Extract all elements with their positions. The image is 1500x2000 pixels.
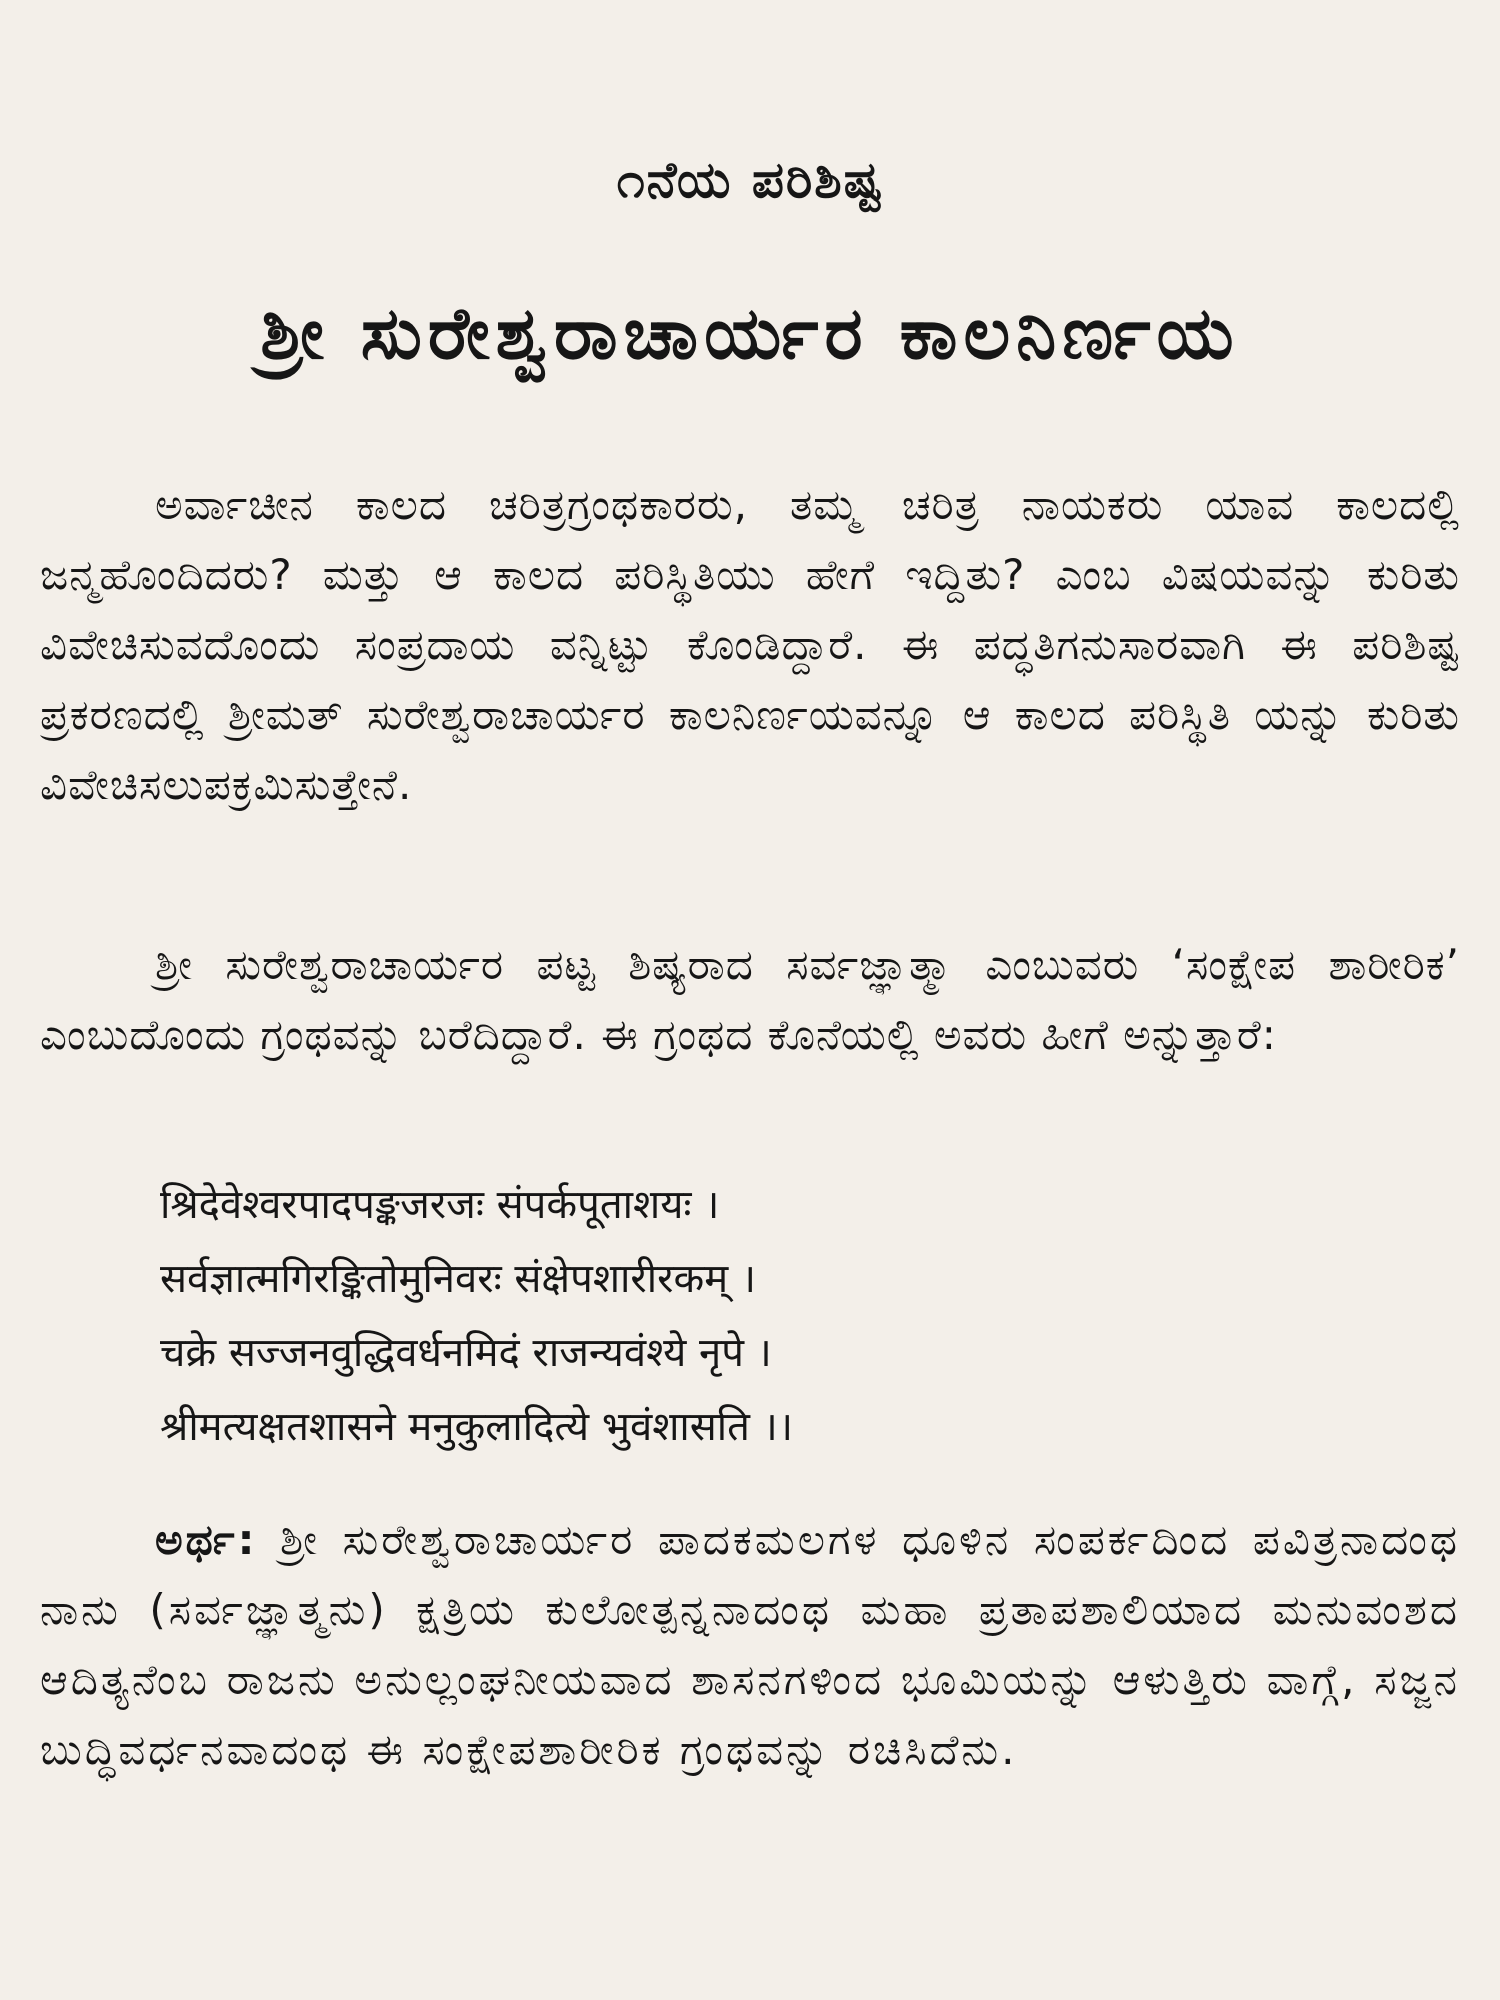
- sanskrit-verse: [160, 1168, 1360, 1464]
- paragraph-intro-text: ಅರ್ವಾಚೀನ ಕಾಲದ ಚರಿತ್ರಗ್ರಂಥಕಾರರು, ತಮ್ಮ ಚರಿತ್ರ ನಾಯಕರು ಯಾವ ಕಾಲದಲ್ಲಿ ಜನ್ಮಹೊಂದಿದರು? ಮತ್ತು ಆ ಕಾಲದ ಪರಿಸ್ಥಿತಿಯು ಹೇಗೆ ಇದ್ದಿತು? ಎಂಬ ವಿಷಯವನ್ನು ಕುರಿತು ವಿವೇಚಿಸುವದೊಂದು ಸಂಪ್ರದಾಯ ವನ್ನಿಟ್ಟು ಕೊಂಡಿದ್ದಾರೆ. ಈ ಪದ್ಧತಿಗನುಸಾರವಾಗಿ ಈ ಪರಿಶಿಷ್ಟ ಪ್ರಕರಣದಲ್ಲಿ ಶ್ರೀಮತ್ ಸುರೇಶ್ವರಾಚಾರ್ಯರ ಕಾಲನಿರ್ಣಯವನ್ನೂ ಆ ಕಾಲದ ಪರಿಸ್ಥಿತಿ ಯನ್ನು ಕುರಿತು ವಿವೇಚಿಸಲುಪಕ್ರಮಿಸುತ್ತೇನೆ.: [40, 480, 1460, 809]
- appendix-heading: ೧ನೆಯ ಪರಿಶಿಷ್ಟ: [616, 151, 884, 209]
- verse-line-4: श्रीमत्यक्षतशासने मनुकुलादित्ये भुवंशासति ।।: [160, 1404, 793, 1450]
- verse-line-2: सर्वज्ञात्मगिरङ्कितोमुनिवरः संक्षेपशारीरकम् ।: [160, 1256, 756, 1302]
- verse-line-1: श्रिदेवेश्वरपादपङ्कजरजः संपर्कपूताशयः ।: [160, 1182, 720, 1228]
- paragraph-quote-intro: [40, 930, 1460, 1070]
- chapter-title: ಶ್ರೀ ಸುರೇಶ್ವರಾಚಾರ್ಯರ ಕಾಲನಿರ್ಣಯ: [260, 291, 1240, 375]
- verse-line-3: चक्रे सज्जनवुद्धिवर्धनमिदं राजन्यवंश्ये नृपे ।: [160, 1330, 772, 1376]
- paragraph-intro: [40, 470, 1460, 820]
- paragraph-meaning-text: ಶ್ರೀ ಸುರೇಶ್ವರಾಚಾರ್ಯರ ಪಾದಕಮಲಗಳ ಧೂಳಿನ ಸಂಪರ್ಕದಿಂದ ಪವಿತ್ರನಾದಂಥ ನಾನು (ಸರ್ವಜ್ಞಾತ್ಮನು) ಕ್ಷತ್ರಿಯ ಕುಲೋತ್ಪನ್ನನಾದಂಥ ಮಹಾ ಪ್ರತಾಪಶಾಲಿಯಾದ ಮನುವಂಶದ ಆದಿತ್ಯನೆಂಬ ರಾಜನು ಅನುಲ್ಲಂಘನೀಯವಾದ ಶಾಸನಗಳಿಂದ ಭೂಮಿಯನ್ನು ಆಳುತ್ತಿರು ವಾಗ್ಗೆ, ಸಜ್ಜನ ಬುದ್ಧಿವರ್ಧನವಾದಂಥ ಈ ಸಂಕ್ಷೇಪಶಾರೀರಿಕ ಗ್ರಂಥವನ್ನು ರಚಿಸಿದೆನು.: [40, 1515, 1460, 1774]
- paragraph-quote-intro-text: ಶ್ರೀ ಸುರೇಶ್ವರಾಚಾರ್ಯರ ಪಟ್ಟ ಶಿಷ್ಯರಾದ ಸರ್ವಜ್ಞಾತ್ಮಾ ಎಂಬುವರು ‘ಸಂಕ್ಷೇಪ ಶಾರೀರಿಕ’ ಎಂಬುದೊಂದು ಗ್ರಂಥವನ್ನು ಬರೆದಿದ್ದಾರೆ. ಈ ಗ್ರಂಥದ ಕೊನೆಯಲ್ಲಿ ಅವರು ಹೀಗೆ ಅನ್ನುತ್ತಾರೆ:: [40, 940, 1460, 1059]
- meaning-label: ಅರ್ಥ:: [155, 1515, 258, 1564]
- paragraph-meaning: [40, 1505, 1460, 1785]
